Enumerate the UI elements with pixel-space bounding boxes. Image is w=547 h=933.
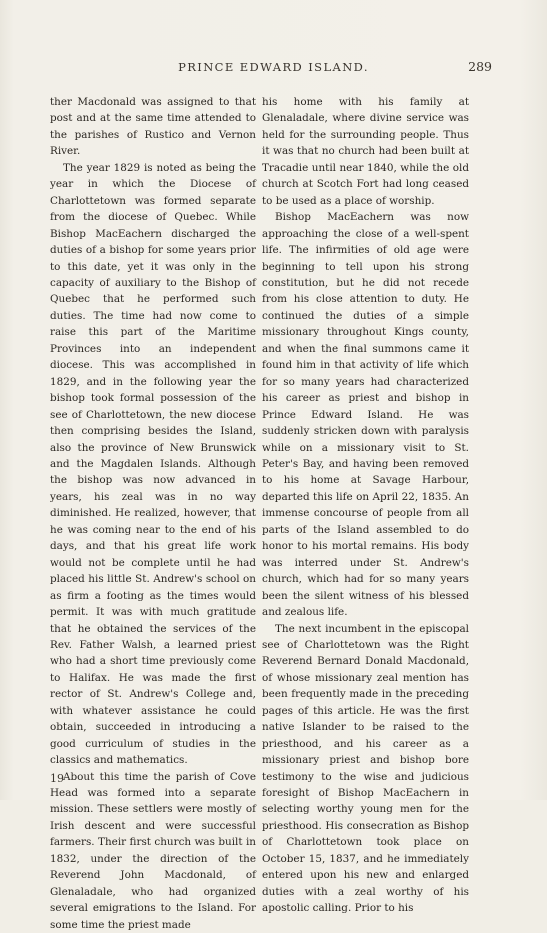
paragraph: The next incumbent in the episcopal see of Charlottetown was the Right Reverend Bernard Donald Macdonald, of whose missionary zeal mention has been frequently made in the preceding pages of this article. He was the first native Islander to be raised to the priesthood, and his career as a missionary priest and bishop bore testimony to the wise and judicious foresight of Bishop MacEachern in selecting worthy young men for the priesthood. His consecration as Bishop of Charlottetown took place on October 15, 1837, and he immediately entered upon his new and enlarged duties with a zeal worthy of his apostolic calling. Prior to his	[262, 622, 469, 915]
signature-folio: 19	[50, 772, 64, 785]
paragraph: The year 1829 is noted as being the year in which the Diocese of Charlottetown was formed separate from the diocese of Quebec. While Bishop MacEachern discharged the duties of a bishop for some years prior to this date, yet it was only in the capacity of auxiliary to the Bishop of Quebec that he performed such duties. The time had now come to raise this part of the Maritime Provinces into an independent diocese. This was accomplished in 1829, and in the following year the bishop took formal possession of the see of Charlottetown, the new diocese then comprising besides the Island, also the province of New Brunswick and the Magdalen Islands. Although the bishop was now advanced in years, his zeal was in no way diminished. He realized, however, that he was coming near to the end of his days, and that his great life work would not be complete until he had placed his little St. Andrew's school on as firm a footing as the times would permit. It was with much gratitude that he obtained the services of the Rev. Father Walsh, a learned priest who had a short time previously come to Halifax. He was made the first rector of St. Andrew's College and, with whatever assistance he could obtain, succeeded in introducing a good curriculum of studies in the classics and mathematics.	[50, 161, 256, 767]
page-number: 289	[468, 59, 492, 74]
running-head-title: PRINCE EDWARD ISLAND.	[178, 60, 369, 74]
paragraph: his home with his family at Glenaladale, where divine service was held for the surrounding people. Thus it was that no church had been built at Tracadie until near 1840, while the old church at Scotch Fort had long ceased to be used as a place of worship.	[262, 96, 469, 207]
paragraph: Bishop MacEachern was now approaching the close of a well-spent life. The infirmities of old age were beginning to tell upon his strong constitution, but he did not recede from his close attention to duty. He continued the duties of a simple missionary throughout Kings county, and when the final summons came it found him in that activity of life which for so many years had characterized his career as priest and bishop in Prince Edward Island. He was suddenly stricken down with paralysis while on a missionary visit to St. Peter's Bay, and having been removed to his home at Savage Harbour, departed this life on April 22, 1835. An immense concourse of people from all parts of the Island assembled to do honor to his mortal remains. His body was interred under St. Andrew's church, which had for so many years been the silent witness of his blessed and zealous life.	[262, 211, 469, 619]
right-column	[262, 94, 469, 917]
paragraph: ther Macdonald was assigned to that post and at the same time attended to the parishes of Rustico and Vernon River.	[50, 96, 256, 158]
running-head	[0, 60, 547, 76]
paragraph: About this time the parish of Cove Head was formed into a separate mission. These settlers were mostly of Irish descent and were successful farmers. Their first church was built in 1832, under the direction of the Reverend John Macdonald, of Glenaladale, who had organized several emigrations to the Island. For some time the priest made	[50, 770, 256, 931]
left-column	[50, 94, 256, 933]
